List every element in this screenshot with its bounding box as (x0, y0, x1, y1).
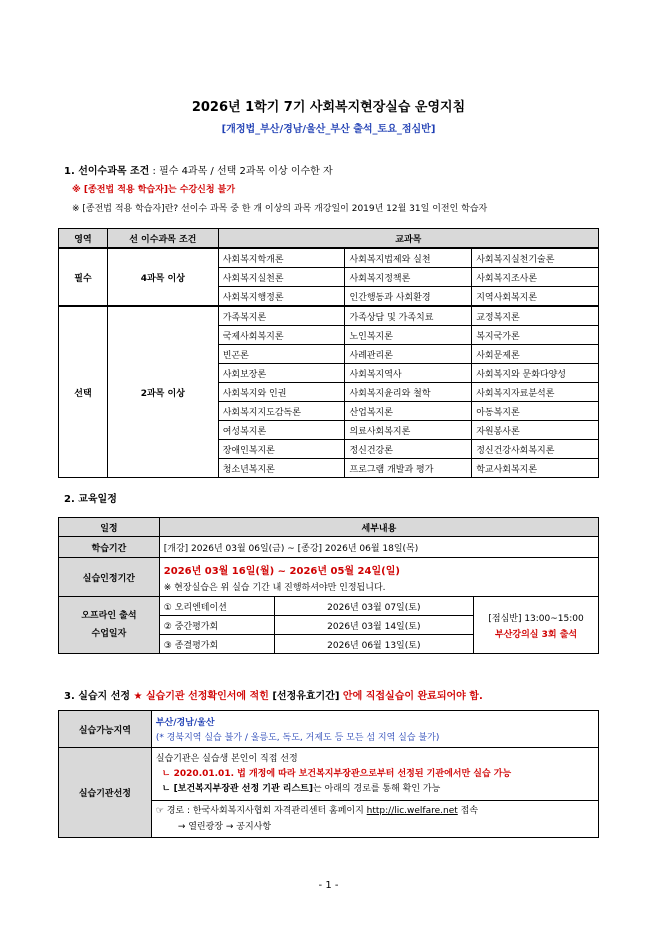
course-cell: 사회복지와 문화다양성 (472, 364, 599, 383)
course-cell: 산업복지론 (345, 402, 472, 421)
offline-time-cell (474, 597, 599, 654)
course-cell: 정신건강론 (345, 440, 472, 459)
course-cell: 인간행동과 사회환경 (345, 287, 472, 307)
selection-cell (151, 748, 598, 801)
offline-item-3-name: ③ 종결평가회 (159, 635, 274, 654)
course-row (59, 248, 599, 268)
course-cell: 사회복지역사 (345, 364, 472, 383)
schedule-header-item: 일정 (59, 518, 160, 537)
section1-heading-rest: : 필수 4과목 / 선택 2과목 이상 이수한 자 (149, 166, 333, 177)
practice-period-label: 실습인정기간 (59, 558, 160, 597)
section1-heading-bold: 1. 선이수과목 조건 (64, 166, 150, 177)
course-cell: 사회복지법제와 실천 (345, 248, 472, 268)
region-cell (151, 711, 598, 748)
course-cell: 사회복지지도감독론 (218, 402, 345, 421)
course-cell: 프로그램 개발과 평가 (345, 459, 472, 478)
schedule-table (58, 517, 599, 654)
elective-area: 선택 (59, 306, 108, 478)
course-cell: 학교사회복지론 (472, 459, 599, 478)
course-cell: 의료사회복지론 (345, 421, 472, 440)
section1-note2: ※ [종전법 적용 학습자]란? 선이수 과목 중 한 개 이상의 과목 개강일이 2019년 12월 31일 이전인 학습자 (72, 204, 488, 214)
offline-item-3-date: 2026년 06월 13일(토) (274, 635, 474, 654)
page-number: - 1 - (318, 880, 339, 891)
course-table (58, 228, 599, 478)
course-cell: 복지국가론 (472, 326, 599, 345)
course-header-area: 영역 (59, 229, 108, 249)
course-cell: 사회복지조사론 (472, 268, 599, 287)
practice-period-cell (159, 558, 598, 597)
practice-period-note: ※ 현장실습은 위 실습 기간 내 진행하셔야만 인정됩니다. (163, 582, 386, 593)
course-cell: 정신건강사회복지론 (472, 440, 599, 459)
course-cell: 국제사회복지론 (218, 326, 345, 345)
course-cell: 사회복지실천론 (218, 268, 345, 287)
practice-period-value: 2026년 03월 16일(월) ~ 2026년 05월 24일(일) (163, 565, 400, 577)
required-condition: 4과목 이상 (107, 248, 218, 306)
course-cell: 사회복지실천기술론 (472, 248, 599, 268)
course-cell: 장애인복지론 (218, 440, 345, 459)
course-cell: 가족상담 및 가족치료 (345, 306, 472, 326)
course-header-condition: 선 이수과목 조건 (107, 229, 218, 249)
course-cell: 사회문제론 (472, 345, 599, 364)
path-cell (151, 801, 598, 838)
offline-item-2-date: 2026년 03월 14일(토) (274, 616, 474, 635)
course-cell: 사회복지행정론 (218, 287, 345, 307)
section2-heading: 2. 교육일정 (64, 494, 117, 505)
practice-site-table (58, 710, 599, 838)
course-cell: 청소년복지론 (218, 459, 345, 478)
welfare-link[interactable]: http://lic.welfare.net (366, 806, 458, 816)
course-cell: 지역사회복지론 (472, 287, 599, 307)
section3-heading-red-b: 안에 직접실습이 완료되어야 함. (339, 691, 483, 702)
selection-line3-bold: ㄴ [보건복지부장관 선정 기관 리스트] (161, 783, 313, 794)
required-area: 필수 (59, 248, 108, 306)
course-cell: 아동복지론 (472, 402, 599, 421)
page-subtitle: [개정법_부산/경남/울산_부산 출석_토요_점심반] (221, 124, 436, 135)
offline-item-1-name: ① 오리엔테이션 (159, 597, 274, 616)
selection-label: 실습기관선정 (59, 748, 152, 838)
course-cell: 가족복지론 (218, 306, 345, 326)
path-line1 (156, 803, 594, 819)
path-line2: → 열린광장 → 공지사항 (177, 822, 272, 832)
region-label: 실습가능지역 (59, 711, 152, 748)
offline-label (59, 597, 160, 654)
offline-label-line1: 오프라인 출석 (81, 611, 137, 621)
page-title: 2026년 1학기 7기 사회복지현장실습 운영지침 (191, 100, 466, 115)
schedule-header-detail: 세부내용 (159, 518, 598, 537)
offline-item-2-name: ② 중간평가회 (159, 616, 274, 635)
selection-line1: 실습기관은 실습생 본인이 직접 선정 (155, 753, 298, 764)
section1-heading (64, 162, 333, 177)
study-period-value: [개강] 2026년 03월 06일(금) ~ [종강] 2026년 06월 18일(목) (159, 537, 598, 558)
section3-heading-bracket: [선정유효기간] (272, 691, 340, 702)
section3-heading (64, 687, 483, 702)
course-cell: 사회복지정책론 (345, 268, 472, 287)
course-cell: 노인복지론 (345, 326, 472, 345)
section3-heading-prefix: 3. 실습지 선정 (64, 691, 131, 702)
course-header-subjects: 교과목 (218, 229, 598, 249)
region-note: (* 경북지역 실습 불가 / 울릉도, 독도, 거제도 등 모든 섬 지역 실습 불가) (155, 733, 440, 743)
study-period-label: 학습기간 (59, 537, 160, 558)
star-icon: ★ (133, 691, 143, 702)
offline-label-line2: 수업일자 (91, 629, 127, 639)
course-cell: 사회복지자료분석론 (472, 383, 599, 402)
path-suffix: 접속 (457, 806, 479, 816)
section1-note1: ※ [종전법 적용 학습자]는 수강신청 불가 (72, 185, 236, 195)
course-cell: 사회복지와 인권 (218, 383, 345, 402)
course-cell: 여성복지론 (218, 421, 345, 440)
course-cell: 교정복지론 (472, 306, 599, 326)
section3-heading-red-a: 실습기관 선정확인서에 적힌 (142, 691, 273, 702)
course-cell: 사례관리론 (345, 345, 472, 364)
offline-time: [점심반] 13:00~15:00 (488, 613, 584, 624)
course-row (59, 306, 599, 326)
path-prefix: ☞ 경로 : 한국사회복지사협회 자격관리센터 홈페이지 (155, 806, 367, 816)
selection-line3 (156, 782, 594, 797)
region-value: 부산/경남/울산 (155, 718, 215, 728)
course-cell: 사회복지윤리와 철학 (345, 383, 472, 402)
course-cell: 사회복지학개론 (218, 248, 345, 268)
offline-place: 부산강의실 3회 출석 (495, 629, 578, 640)
selection-line2: ㄴ 2020.01.01. 법 개정에 따라 보건복지부장관으로부터 선정된 기관에서만 실습 가능 (161, 768, 512, 779)
course-cell: 사회보장론 (218, 364, 345, 383)
offline-item-1-date: 2026년 03월 07일(토) (274, 597, 474, 616)
course-cell: 자원봉사론 (472, 421, 599, 440)
elective-condition: 2과목 이상 (107, 306, 218, 478)
course-cell: 빈곤론 (218, 345, 345, 364)
selection-line3-rest: 는 아래의 경로를 통해 확인 가능 (312, 783, 441, 794)
